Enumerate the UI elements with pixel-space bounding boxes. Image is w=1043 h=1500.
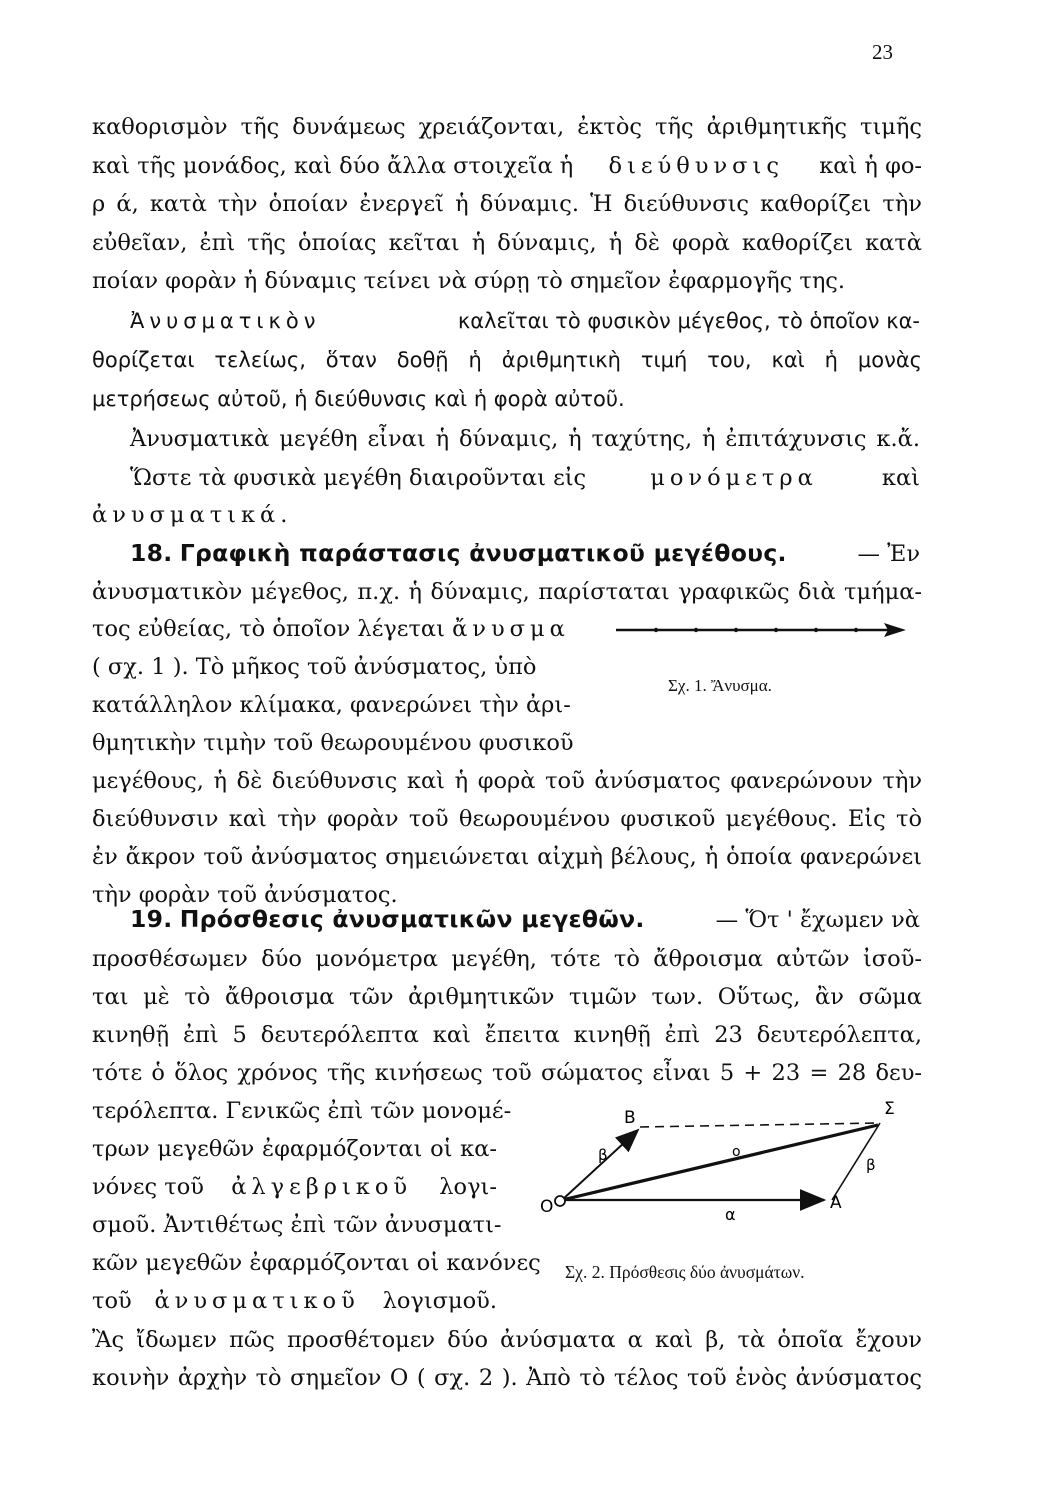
text-line [92,1172,497,1202]
text-line: ται μὲ τὸ ἄθροισμα τῶν ἀριθμητικῶν τιμῶν των. Οὕτως, ἂν σῶμα [92,984,922,1010]
text-line: τερόλεπτα. Γενικῶς ἐπὶ τῶν μονομέ- [92,1098,512,1124]
text-line: θορίζεται τελείως, ὅταν δοθῇ ἡ ἀριθμητικὴ τιμή του, καὶ ἡ μονὰς [92,348,922,372]
section-title: Πρόσθεσις ἀνυσματικῶν μεγεθῶν. [179,905,645,933]
label-alpha: α [725,1205,736,1224]
label-Sigma: Σ [884,1099,895,1119]
text-fragment: καὶ τῆς μονάδος, καὶ δύο ἄλλα στοιχεῖα ἡ [92,153,574,179]
text-line: τρων μεγεθῶν ἐφαρμόζονται οἱ κα- [92,1136,497,1162]
text-line: ἐν ἄκρον τοῦ ἀνύσματος σημειώνεται αἰχμὴ βέλους, ἡ ὁποία φανερώνει [92,844,922,870]
section-title: Γραφικὴ παράστασις ἀνυσματικοῦ μεγέθους. [179,539,787,567]
text-line [92,614,570,644]
text-line: κοινὴν ἀρχὴν τὸ σημεῖον Ο ( σχ. 2 ). Ἀπὸ τὸ τέλος τοῦ ἑνὸς ἀνύσματος [92,1365,922,1391]
spaced-term: ἄνυσμα [452,616,570,642]
section-number: 19. [130,905,173,933]
figure-1-vector [608,618,908,642]
text-fragment: καλεῖται τὸ φυσικὸν μέγεθος, τὸ ὁποῖον κα- [457,309,920,333]
page-number: 23 [872,40,893,64]
vector-resultant [562,1125,878,1200]
text-line: καθορισμὸν τῆς δυνάμεως χρειάζονται, ἐκτὸς τῆς ἀριθμητικῆς τιμῆς [92,114,922,140]
text-line: ἀνυσματικά. [92,502,293,528]
text-line: τὴν φορὰν τοῦ ἀνύσματος. [92,882,398,908]
section-18-heading-line [130,538,920,569]
section-19-heading [130,904,645,935]
text-fragment: νόνες τοῦ [92,1174,204,1200]
text-line: θμητικὴν τιμὴν τοῦ θεωρουμένου φυσικοῦ [92,730,574,756]
text-fragment: καὶ ἡ φο- [819,153,922,179]
text-line [92,1286,497,1316]
text-line: κατάλληλον κλίμακα, φανερώνει τὴν ἀρι- [92,692,571,718]
spaced-term: διεύθυνσις [608,153,784,179]
text-fragment: Ὥστε τὰ φυσικὰ μεγέθη διαιροῦνται εἰς [130,465,587,491]
text-fragment: — Ἐν [857,541,920,567]
scale-tick [694,628,698,632]
text-line: μεγέθους, ἡ δὲ διεύθυνσις καὶ ἡ φορὰ τοῦ ἀνύσματος φανερώνουν τὴν [92,768,922,794]
dashed-side-top [640,1123,880,1127]
spaced-term: ἀλγεβρικοῦ [231,1174,413,1200]
text-line: ( σχ. 1 ). Τὸ μῆκος τοῦ ἀνύσματος, ὑπὸ [92,654,537,680]
text-line: ἀνυσματικὸν μέγεθος, π.χ. ἡ δύναμις, παρίσταται γραφικῶς διὰ τμήμα- [92,579,922,605]
text-line: διεύθυνσιν καὶ τὴν φορὰν τοῦ θεωρουμένου φυσικοῦ μεγέθους. Εἰς τὸ [92,806,922,832]
figure-2-parallelogram [540,1090,920,1240]
figure-2-caption: Σχ. 2. Πρόσθεσις δύο ἀνυσμάτων. [565,1262,805,1282]
text-line: σμοῦ. Ἀντιθέτως ἐπὶ τῶν ἀνυσματι- [92,1212,502,1238]
text-fragment: τος εὐθείας, τὸ ὁποῖον λέγεται [92,616,445,642]
label-A: A [830,1193,842,1213]
text-line [130,463,920,493]
label-beta-right: β [866,1156,876,1174]
text-line: εὐθεῖαν, ἐπὶ τῆς ὁποίας κεῖται ἡ δύναμις, ἡ δὲ φορὰ καθορίζει κατὰ [92,230,922,256]
spaced-term: Ἀνυσματικὸν [130,309,321,333]
text-line: κῶν μεγεθῶν ἐφαρμόζονται οἱ κανόνες [92,1250,541,1276]
figure-1-caption: Σχ. 1. Ἄνυσμα. [668,676,772,695]
section-19-heading-line [130,904,920,935]
scale-tick [814,628,818,632]
text-fragment: λογισμοῦ. [382,1288,497,1314]
origin-point [555,1196,565,1206]
scale-tick [734,628,738,632]
spaced-term: ἀνυσματικοῦ [154,1288,360,1314]
text-line: ρ ά, κατὰ τὴν ὁποίαν ἐνεργεῖ ἡ δύναμις. Ἡ διεύθυνσις καθορίζει τὴν [92,191,922,217]
scale-tick [774,628,778,632]
section-18-heading [130,538,787,569]
scale-tick [654,628,658,632]
text-line: μετρήσεως αὐτοῦ, ἡ διεύθυνσις καὶ ἡ φορὰ αὐτοῦ. [92,387,625,411]
text-line: Ἀνυσματικὰ μεγέθη εἶναι ἡ δύναμις, ἡ ταχύτης, ἡ ἐπιτάχυνσις κ.ἄ. [130,426,920,452]
scale-tick [854,628,858,632]
text-line: τότε ὁ ὅλος χρόνος τῆς κινήσεως τοῦ σώματος εἶναι 5 + 23 = 28 δευ- [92,1060,922,1086]
spaced-term: μονόμετρα [650,465,818,491]
text-fragment: — Ὅτ ' ἔχωμεν νὰ [715,907,920,933]
text-line: κινηθῇ ἐπὶ 5 δευτερόλεπτα καὶ ἔπειτα κινηθῇ ἐπὶ 23 δευτερόλεπτα, [92,1022,922,1048]
text-line: Ἂς ἴδωμεν πῶς προσθέτομεν δύο ἀνύσματα α καὶ β, τὰ ὁποῖα ἔχουν [92,1327,922,1353]
text-fragment: καὶ [881,465,920,491]
text-line: ποίαν φορὰν ἡ δύναμις τείνει νὰ σύρῃ τὸ σημεῖον ἐφαρμογῆς της. [92,268,846,294]
label-O: O [540,1197,554,1217]
text-fragment: τοῦ [92,1288,132,1314]
label-B: B [624,1108,636,1128]
text-line [92,151,922,181]
text-line: προσθέσωμεν δύο μονόμετρα μεγέθη, τότε τὸ ἄθροισμα αὐτῶν ἰσοῦ- [92,946,922,972]
section-number: 18. [130,539,173,567]
label-omicron: ο [732,1144,741,1160]
label-beta-left: β [598,1146,608,1164]
text-line [130,306,920,336]
text-fragment: λογι- [439,1174,497,1200]
